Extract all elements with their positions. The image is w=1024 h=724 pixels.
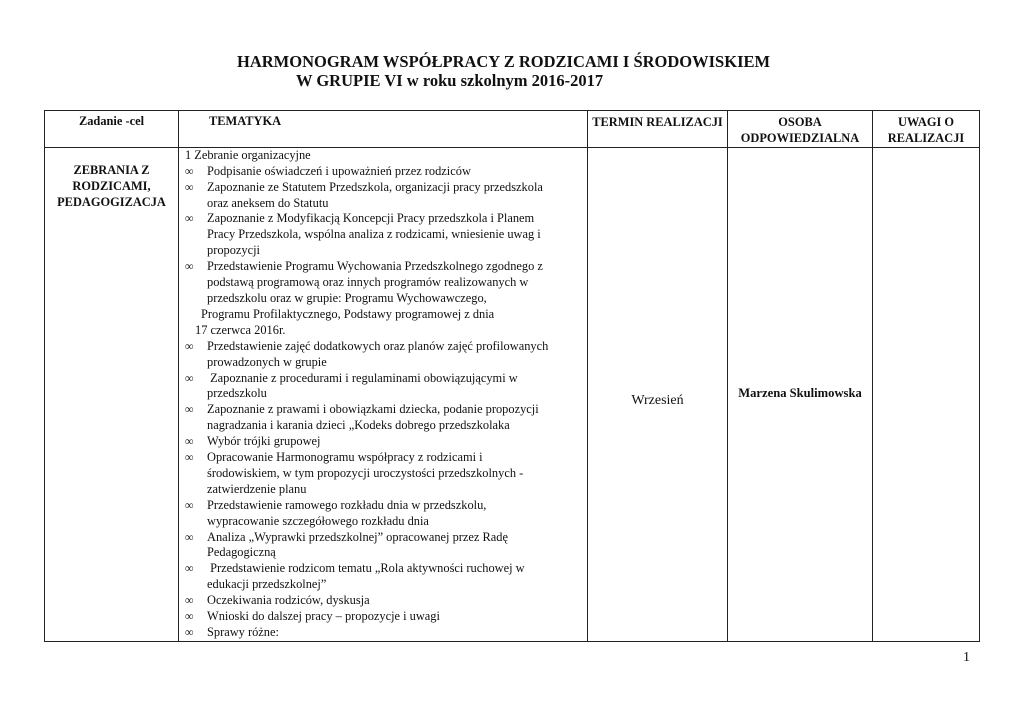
infinity-bullet-icon: ∞ [185, 211, 194, 226]
list-item: ∞ Zapoznanie ze Statutem Przedszkola, organizacji pracy przedszkola oraz aneksem do Statutu [185, 179, 543, 210]
infinity-bullet-icon: ∞ [185, 179, 194, 194]
list-item: ∞ Przedstawienie rodzicom tematu „Rola aktywności ruchowej w edukacji przedszkolnej” [185, 561, 525, 592]
list-item: ∞ Wnioski do dalszej pracy – propozycje i uwagi [185, 609, 440, 624]
topic-list [185, 339, 583, 641]
infinity-bullet-icon: ∞ [185, 434, 194, 449]
cell-osoba: Marzena Skulimowska [728, 147, 873, 641]
table-row [45, 147, 980, 641]
list-item: ∞ Sprawy różne: [185, 625, 279, 639]
infinity-bullet-icon: ∞ [185, 338, 194, 353]
infinity-bullet-icon: ∞ [185, 593, 194, 608]
infinity-bullet-icon: ∞ [185, 163, 194, 178]
continuation-line: 17 czerwca 2016r. [195, 322, 286, 337]
list-item: ∞ Oczekiwania rodziców, dyskusja [185, 593, 370, 608]
list-item: ∞ Zapoznanie z procedurami i regulaminami obowiązującymi w przedszkolu [185, 370, 518, 401]
list-item: ∞ Zapoznanie z prawami i obowiązkami dziecka, podanie propozycji nagradzania i karania dzieci „Kodeks dobrego przedszkolaka [185, 402, 539, 433]
header-osoba: OSOBA ODPOWIEDZIALNA [728, 111, 873, 148]
infinity-bullet-icon: ∞ [185, 497, 194, 512]
topic-list [185, 164, 583, 307]
list-item: ∞ Przedstawienie zajęć dodatkowych oraz planów zajęć profilowanych prowadzonych w grupie [185, 338, 549, 369]
cell-uwagi [873, 147, 980, 641]
zadanie-line: RODZICAMI, [72, 178, 151, 193]
infinity-bullet-icon: ∞ [185, 609, 194, 624]
list-item: ∞ Wybór trójki grupowej [185, 434, 321, 449]
list-item: ∞ Analiza „Wyprawki przedszkolnej” opracowanej przez Radę Pedagogiczną [185, 529, 508, 560]
infinity-bullet-icon: ∞ [185, 561, 194, 576]
cell-termin: Wrzesień [588, 147, 728, 641]
infinity-bullet-icon: ∞ [185, 370, 194, 385]
list-item: ∞ Przedstawienie ramowego rozkładu dnia w przedszkolu, wypracowanie szczegółowego rozkładu dnia [185, 497, 487, 528]
zadanie-line: ZEBRANIA Z [73, 162, 150, 177]
cell-zadanie [45, 147, 179, 641]
schedule-table [44, 110, 980, 642]
list-item: ∞ Przedstawienie Programu Wychowania Przedszkolnego zgodnego z podstawą programową oraz innych programów realizowanych w przedszkolu oraz w grupie: Programu Wychowawczego, [185, 259, 543, 305]
header-zadanie: Zadanie -cel [45, 111, 179, 148]
header-termin: TERMIN REALIZACJI [588, 111, 728, 148]
continuation-line: Programu Profilaktycznego, Podstawy programowej z dnia [201, 306, 495, 321]
list-item: ∞ Opracowanie Harmonogramu współpracy z rodzicami i środowiskiem, w tym propozycji uroczystości przedszkolnych - zatwierdzenie planu [185, 450, 524, 496]
header-tematyka: TEMATYKA [179, 111, 588, 148]
list-item: ∞ Podpisanie oświadczeń i upoważnień przez rodziców [185, 163, 471, 178]
zadanie-line: PEDAGOGIZACJA [57, 194, 166, 209]
infinity-bullet-icon: ∞ [185, 450, 194, 465]
title-line-1: HARMONOGRAM WSPÓŁPRACY Z RODZICAMI I ŚRODOWISKIEM [237, 52, 771, 71]
table-header-row [45, 111, 980, 148]
title-line-2: W GRUPIE VI w roku szkolnym 2016-2017 [296, 71, 604, 90]
cell-tematyka [179, 147, 588, 641]
infinity-bullet-icon: ∞ [185, 402, 194, 417]
infinity-bullet-icon: ∞ [185, 529, 194, 544]
page-number: 1 [963, 650, 970, 665]
infinity-bullet-icon: ∞ [185, 259, 194, 274]
topic-heading: 1 Zebranie organizacyjne [185, 147, 311, 162]
list-item: ∞ Zapoznanie z Modyfikacją Koncepcji Pracy przedszkola i Planem Pracy Przedszkola, wspólna analiza z rodzicami, wniesienie uwag i propozycji [185, 211, 541, 258]
header-uwagi: UWAGI O REALIZACJI [873, 111, 980, 148]
infinity-bullet-icon: ∞ [185, 625, 194, 639]
